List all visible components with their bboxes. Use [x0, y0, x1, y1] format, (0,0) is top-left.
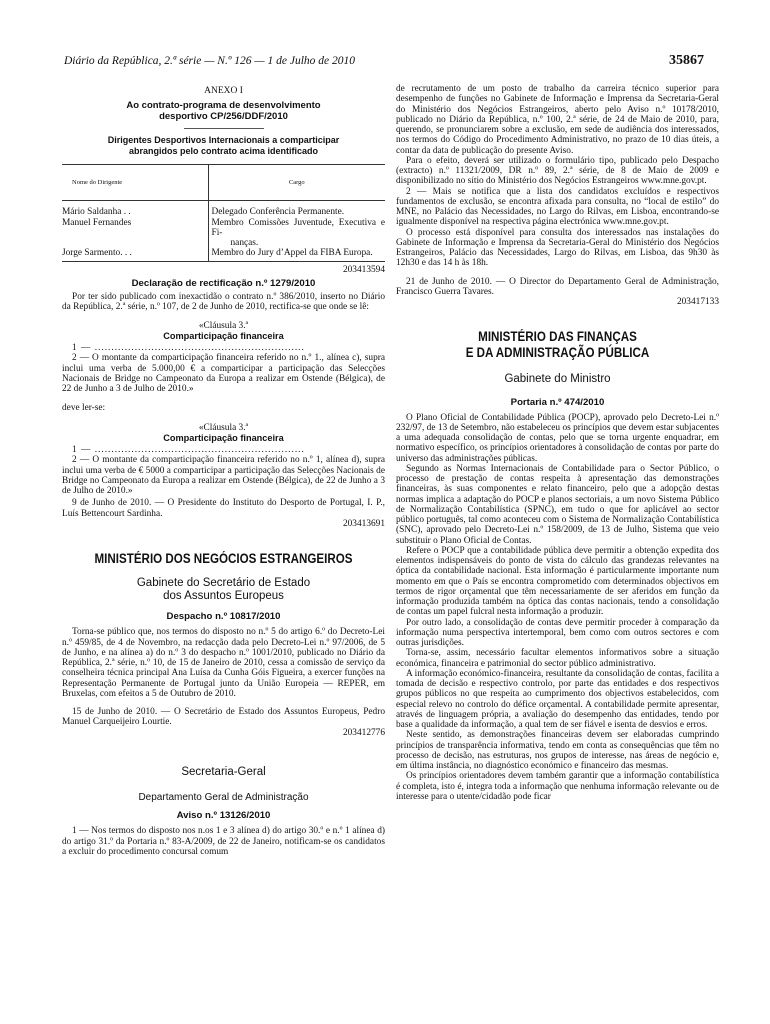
table-row	[62, 201, 385, 218]
clause-title: Comparticipação financeira	[163, 432, 284, 443]
ministry-title: MINISTÉRIO DOS NEGÓCIOS ESTRANGEIROS	[94, 551, 353, 566]
reference-number: 203412776	[342, 727, 385, 738]
page-header	[64, 55, 704, 75]
left-column	[62, 84, 385, 857]
column-header-role: Cargo	[208, 165, 385, 201]
directors-table	[62, 164, 385, 261]
paragraph: Neste sentido, as demonstrações financeiras devem ser elaboradas cumprindo princípios de transparência informativa, tendo em conta as consequências que têm no processo de decisão, nas estruturas, nos grupos de interesse, nas áreas de negócio e, em última instância, no diagnóstico económico e financeiro das mesmas.	[396, 730, 719, 771]
director-role: Membro do Jury d’Appel da FIBA Europa.	[208, 248, 385, 261]
clause-title: Comparticipação financeira	[163, 330, 284, 341]
director-name	[62, 238, 208, 248]
clause-item: 1 — ...............................................................	[72, 445, 305, 455]
despacho-title: Despacho n.º 10817/2010	[166, 611, 281, 622]
paragraph: Os princípios orientadores devem também garantir que a informação contabilística é completa, isto é, integra toda a informação que nenhuma informação relevante ou de interesse para o utente/cidadão pode ficar	[396, 771, 719, 802]
director-name: Jorge Sarmento. . .	[62, 248, 208, 261]
paragraph: O processo está disponível para consulta dos interessados nas instalações do Gabinete de Informação e Imprensa da Secretaria-Geral do Ministério dos Negócios Estrangeiros, Palácio das Necessidades, Largo do Rilvas, em Lisboa, das 9h30 às 12h30 e das 14 h às 18h.	[396, 227, 719, 269]
rectification-title: Declaração de rectificação n.º 1279/2010	[131, 277, 316, 289]
reference-number: 203417133	[676, 297, 719, 307]
paragraph: Por outro lado, a consolidação de contas deve permitir proceder à comparação da informação numa perspectiva intertemporal, bem como com outros sectores e com outras jurisdições.	[396, 617, 719, 648]
annex-title: Ao contrato-programa de desenvolvimento desportivo CP/256/DDF/2010	[126, 100, 321, 123]
clause-heading: «Cláusula 3.ª	[198, 422, 249, 433]
page-number: 35867	[669, 53, 704, 68]
table-row	[62, 218, 385, 239]
paragraph: A informação económico-financeira, resultante da consolidação de contas, facilita a tomada de decisão e respectivo controlo, por parte das entidades e dos respectivos grupos públicos no que respeita ao cumprimento dos objectivos estabelecidos, com especial relevo no controlo do défice orçamental. A contabilidade permite apresentar, através de linguagem própria, a avaliação do desempenho das entidades, tendo por base a qualidade da informação, a qual tem de ser fiável e isenta de desvios e erros.	[396, 668, 719, 730]
paragraph: Torna-se público que, nos termos do disposto no n.º 5 do artigo 6.º do Decreto-Lei n.º 459/85, de 4 de Novembro, na redacção dada pelo Decreto-Lei n.º 97/2006, de 5 de Junho, e na alínea a) do n.º 3 do despacho n.º 1001/2010, publicado no Diário da República, 2.ª série, n.º 10, de 15 de Janeiro de 2010, cessa a comissão de serviço da conselheira técnica principal Ana Luísa da Cunha Góis Figueira, a exercer funções na Representação Permanente de Portugal junto da União Europeia — REPER, em Bruxelas, com efeitos a 5 de Outubro de 2010.	[62, 627, 385, 699]
right-column	[396, 84, 719, 802]
signature: 15 de Junho de 2010. — O Secretário de Estado dos Assuntos Europeus, Pedro Manuel Carqueijeiro Lourtie.	[62, 707, 385, 728]
signature: 9 de Junho de 2010. — O Presidente do Instituto do Desporto de Portugal, I. P., Luís Bettencourt Sardinha.	[62, 498, 385, 519]
paragraph: deve ler-se:	[62, 403, 106, 414]
director-role: Membro Comissões Juventude, Executiva e Fi-	[211, 217, 385, 238]
column-header-name: Nome do Dirigente	[62, 165, 208, 201]
reference-number: 203413691	[342, 518, 385, 529]
journal-title: Diário da República, 2.ª série — N.º 126 — 1 de Julho de 2010	[64, 55, 356, 67]
table-row	[62, 238, 385, 248]
paragraph: Torna-se, assim, necessário facultar elementos informativos sobre a situação económica, financeira e patrimonial do sector público administrativo.	[396, 648, 719, 669]
department-title: Departamento Geral de Administração	[138, 791, 309, 803]
clause-heading: «Cláusula 3.ª	[198, 320, 249, 331]
ministry-title: MINISTÉRIO DAS FINANÇAS E DA ADMINISTRAÇÃO PÚBLICA	[465, 329, 650, 361]
paragraph: 2 — Mais se notifica que a lista dos candidatos excluídos e respectivos fundamentos de exclusão, se encontra afixada para consulta, no “local de estilo” do MNE, no Palácio das Necessidades, no Largo do Rilvas, em Lisboa, encontrando-se igualmente disponível na respectiva página electrónica www.mne.gov.pt.	[396, 186, 719, 228]
portaria-body	[396, 413, 719, 803]
director-name: Mário Saldanha . .	[62, 201, 208, 218]
paragraph: Para o efeito, deverá ser utilizado o formulário tipo, publicado pelo Despacho (extracto) n.º 11321/2009, DR n.º 89, 2.ª série, de 8 de Maio de 2009 e disponibilizado no sítio do Ministério dos Negócios Estrangeiros www.mne.gov.pt.	[396, 155, 719, 187]
paragraph: Por ter sido publicado com inexactidão o contrato n.º 386/2010, inserto no Diário da República, 2.ª série, n.º 107, de 2 de Junho de 2010, rectifica-se que onde se lê:	[62, 292, 385, 313]
secretaria-title: Secretaria-Geral	[181, 765, 266, 778]
divider	[184, 128, 264, 129]
reference-number: 203413594	[342, 264, 385, 275]
director-name: Manuel Fernandes	[62, 218, 208, 239]
paragraph: Segundo as Normas Internacionais de Contabilidade para o Sector Público, o processo de prestação de contas respeita à apresentação das demonstrações financeiras, às suas componentes e relato financeiro, pelo que a adopção destas normas implica a adaptação do POCP e planos sectoriais, a um novo Sistema Público de Normalização Contabilística (SPNC), em tudo o que for aplicável ao sector público português, tal como aconteceu com o Sistema de Normalização Contabilística (SNC), aprovado pelo Decreto-Lei n.º 158/2009, de 13 de Julho, Sistema que veio substituir o Plano Oficial de Contas.	[396, 463, 719, 546]
clause-item: 1 — ...............................................................	[72, 343, 305, 353]
office-title: Gabinete do Secretário de Estado dos Assuntos Europeus	[136, 577, 311, 602]
table-header-row	[62, 165, 385, 201]
paragraph: de recrutamento de um posto de trabalho da carreira técnico superior para desempenho de funções no Gabinete de Informação e Imprensa da Secretaria-Geral do Ministério dos Negócios Estrangeiros, aberto pelo Aviso n.º 10178/2010, publicado no Diário da República, n.º 100, 2.ª série, de 24 de Maio de 2010, para, querendo, se pronunciarem sobre a exclusão, em sede de audiência dos interessados, nos termos do Código do Procedimento Administrativo, no prazo de 10 dias úteis, a contar da data de publicação do presente Aviso.	[396, 84, 719, 156]
table-row	[62, 248, 385, 261]
portaria-title: Portaria n.º 474/2010	[510, 397, 605, 409]
clause-item: 2 — O montante da comparticipação financeira referido no n.º 1., alínea c), supra inclui uma verba de 5.000,00 € a comparticipar a participação das Selecções Nacionais de Bridge no Campeonato da Europa a realizar em Ostende (Bélgica), de 22 de Junho a 3 de Julho de 2010.»	[62, 353, 385, 394]
paragraph: O Plano Oficial de Contabilidade Pública (POCP), aprovado pelo Decreto-Lei n.º 232/97, de 13 de Setembro, não estabeleceu os princípios que devem estar subjacentes a uma adequada consolidação de contas, pelo que se torna urgente enquadrar, em normativo específico, os princípios orientadores à consolidação de contas por parte do universo das administrações públicas.	[396, 412, 719, 464]
paragraph: 1 — Nos termos do disposto nos n.os 1 e 3 alínea d) do artigo 30.º e n.º 1 alínea d) do artigo 31.º da Portaria n.º 83-A/2009, de 22 de Janeiro, notificam-se os candidatos a excluir do procedimento concursal comum	[62, 826, 385, 857]
director-role: Delegado Conferência Permanente.	[211, 207, 345, 218]
annex-label: ANEXO I	[204, 86, 243, 96]
director-role: nanças.	[230, 238, 259, 248]
clause-item: 2 — O montante da comparticipação financeira referido no n.º 1, alínea d), supra inclui uma verba de € 5000 a comparticipar a participação das Selecções Nacionais de Bridge no Campeonato da Europa a realizar em Ostende (Bélgica), de 22 de Junho a 3 de Julho de 2010.»	[62, 455, 385, 496]
signature: 21 de Junho de 2010. — O Director do Departamento Geral de Administração, Francisco Guerra Tavares.	[396, 276, 719, 297]
table-title: Dirigentes Desportivos Internacionais a comparticipar abrangidos pelo contrato acima identificado	[107, 135, 340, 156]
office-title: Gabinete do Ministro	[504, 373, 611, 386]
aviso-title: Aviso n.º 13126/2010	[176, 810, 271, 821]
paragraph: Refere o POCP que a contabilidade pública deve permitir a obtenção expedita dos elementos indispensáveis do ponto de vista do cálculo das grandezas relevantes na óptica da contabilidade nacional. Esta informação é particularmente importante num momento em que o País se encontra comprometido com determinados objectivos em termos de rigor orçamental que têm necessariamente de ser aferidos em função da informação produzida também na óptica das contas nacionais, tendo a consolidação de contas um papel fulcral nesta informação a produzir.	[396, 545, 719, 618]
